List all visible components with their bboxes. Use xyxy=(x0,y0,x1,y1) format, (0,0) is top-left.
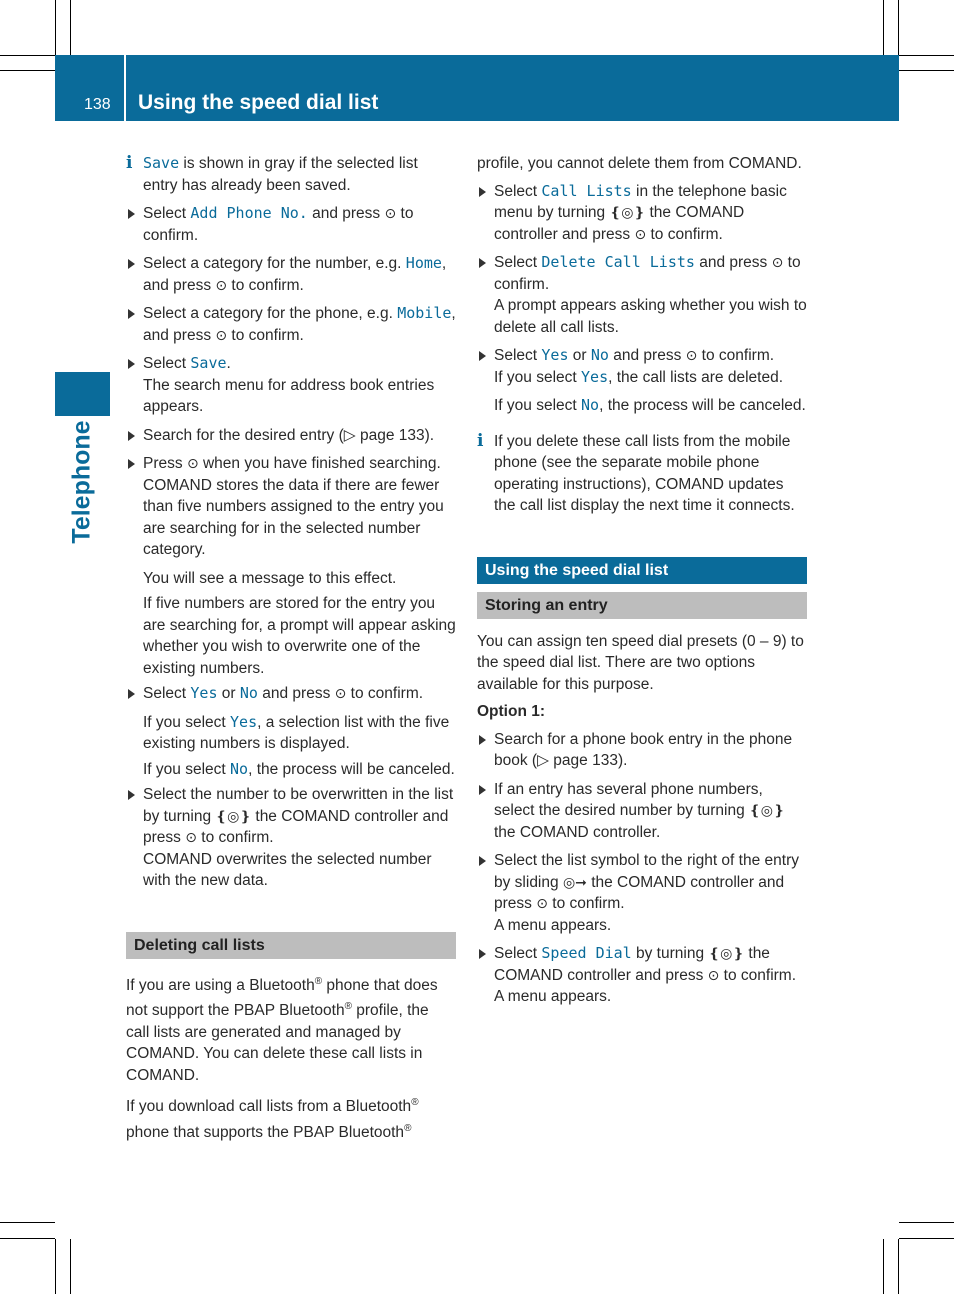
info-icon: i xyxy=(126,153,133,173)
slide-controller-icon: ◎➞ xyxy=(562,873,587,890)
step-text: or xyxy=(568,347,591,364)
step-text: Select xyxy=(143,685,191,702)
step-list-symbol xyxy=(477,850,807,936)
section-heading-storing: Storing an entry xyxy=(477,592,807,619)
step-text: to confirm. xyxy=(227,326,304,344)
crop-mark xyxy=(899,1238,954,1239)
crop-mark xyxy=(898,1239,899,1294)
menu-term: Home xyxy=(405,254,442,272)
step-text: Select xyxy=(143,205,191,222)
note-text: If you select xyxy=(143,760,231,778)
step-overwrite-number xyxy=(126,784,456,892)
note-text: If you select xyxy=(494,397,582,414)
turn-controller-icon: ❴◎❵ xyxy=(609,204,646,220)
info-text: If you delete these call lists from the mobile phone (see the separate mobile phone operating instructions), COMAND updates the call list display the next time it connects. xyxy=(494,432,795,514)
step-text: to confirm. xyxy=(547,895,625,912)
step-search-entry xyxy=(126,425,456,447)
step-text: Select the number to be overwritten in the list by turning xyxy=(143,786,454,825)
crop-mark xyxy=(55,0,56,55)
press-controller-icon: ⊙ xyxy=(536,895,548,911)
step-search-phonebook xyxy=(477,729,807,772)
info-icon: i xyxy=(477,430,484,451)
step-text: Select a category for the phone, e.g. xyxy=(143,305,398,322)
crop-mark xyxy=(0,1238,55,1239)
paragraph-assign: You can assign ten speed dial presets (0 – 9) to the speed dial list. There are two options available for this purpose. xyxy=(477,632,804,693)
step-result: COMAND overwrites the selected number with the new data. xyxy=(143,850,432,889)
step-text: to confirm. xyxy=(719,966,797,984)
step-text: and press xyxy=(257,685,335,702)
step-text: to confirm. xyxy=(227,276,304,294)
crop-mark xyxy=(883,0,884,55)
section-heading-deleting: Deleting call lists xyxy=(126,932,456,959)
crop-mark xyxy=(0,55,55,56)
step-result: COMAND stores the data if there are fewer than five numbers assigned to the entry you are searching for in the selected number category. xyxy=(143,476,444,558)
press-controller-icon: ⊙ xyxy=(215,326,228,343)
step-text: . xyxy=(226,355,231,372)
crop-mark xyxy=(898,0,899,55)
info-note-save xyxy=(126,153,456,196)
section-heading-speed-dial: Using the speed dial list xyxy=(477,557,807,584)
press-controller-icon: ⊙ xyxy=(185,829,197,845)
step-text: Select the list symbol to the right of the entry by sliding xyxy=(494,852,799,891)
step-text: and press xyxy=(694,254,772,271)
press-controller-icon: ⊙ xyxy=(707,966,720,983)
crop-mark xyxy=(883,1239,884,1294)
step-text: , and press xyxy=(143,255,447,294)
step-text: Search for a phone book entry in the phone book (▷ page 133). xyxy=(494,730,793,769)
left-column xyxy=(126,153,456,1150)
press-controller-icon: ⊙ xyxy=(685,347,698,363)
note-select-yes xyxy=(126,712,456,755)
note-text: , a selection list with the five existing numbers is displayed. xyxy=(143,713,450,752)
menu-term: No xyxy=(230,759,249,778)
note-five-numbers: If five numbers are stored for the entry you are searching for, a prompt will appear asking whether you wish to overwrite one of the existing numbers. xyxy=(143,595,456,677)
menu-term: Yes xyxy=(541,346,569,364)
step-text: or xyxy=(217,685,240,702)
step-select-save xyxy=(126,353,456,418)
menu-term: Yes xyxy=(190,684,218,702)
step-text: to confirm. xyxy=(697,347,775,364)
registered-mark: ® xyxy=(404,1122,412,1134)
paragraph-bluetooth xyxy=(126,971,456,1087)
press-controller-icon: ⊙ xyxy=(186,455,199,471)
turn-controller-icon: ❴◎❵ xyxy=(708,945,745,961)
header-divider xyxy=(124,55,126,121)
step-text: Select xyxy=(143,355,191,372)
menu-term: No xyxy=(239,684,258,702)
step-category-number xyxy=(126,253,456,296)
step-result: A prompt appears asking whether you wish to delete all call lists. xyxy=(494,297,807,336)
press-controller-icon: ⊙ xyxy=(771,254,784,270)
step-text: Select xyxy=(494,945,542,962)
option-label: Option 1: xyxy=(477,703,546,720)
step-select-number xyxy=(477,779,807,844)
page-number: 138 xyxy=(84,96,111,113)
step-text: the COMAND controller and press xyxy=(494,873,785,912)
step-text: the COMAND controller and press xyxy=(143,807,449,846)
step-add-phone xyxy=(126,203,456,246)
step-text: , and press xyxy=(143,305,456,344)
para-text: If you are using a Bluetooth xyxy=(126,976,315,994)
registered-mark: ® xyxy=(411,1097,419,1109)
note-select-no xyxy=(126,759,456,781)
step-text: to confirm. xyxy=(196,829,274,846)
step-text: Select xyxy=(494,182,542,200)
step-text: Select a category for the number, e.g. xyxy=(143,255,406,272)
step-text: by turning xyxy=(631,945,709,962)
step-text: in the telephone basic menu by turning xyxy=(494,182,787,221)
step-yes-no-right xyxy=(477,345,807,388)
step-text: Search for the desired entry (▷ page 133). xyxy=(143,426,435,444)
step-text: Select xyxy=(494,347,542,364)
step-delete-call-lists xyxy=(477,252,807,338)
step-text: to confirm. xyxy=(143,205,414,244)
right-column xyxy=(477,153,807,1015)
side-tab-label: Telephone xyxy=(67,420,96,544)
menu-term: Yes xyxy=(581,367,609,386)
step-press-finished xyxy=(126,453,456,561)
page-title: Using the speed dial list xyxy=(138,91,379,114)
info-text: is shown in gray if the selected list entry has already been saved. xyxy=(143,155,418,194)
menu-term: Save xyxy=(143,154,180,172)
registered-mark: ® xyxy=(314,975,323,987)
step-call-lists xyxy=(477,181,807,246)
note-text: , the process will be canceled. xyxy=(248,760,455,778)
crop-mark xyxy=(899,55,954,56)
paragraph-download xyxy=(126,1092,456,1143)
press-controller-icon: ⊙ xyxy=(384,205,397,221)
menu-term: No xyxy=(581,396,600,414)
para-text: phone that supports the PBAP Bluetooth xyxy=(126,1124,405,1142)
step-text: to confirm. xyxy=(494,254,801,293)
step-text: the COMAND controller and press xyxy=(494,204,745,243)
step-result: A menu appears. xyxy=(494,916,612,934)
step-speed-dial xyxy=(477,943,807,1008)
step-text: If an entry has several phone numbers, select the desired number by turning xyxy=(494,780,763,819)
step-result: A menu appears. xyxy=(494,988,612,1005)
turn-controller-icon: ❴◎❵ xyxy=(749,802,785,818)
step-result: The search menu for address book entries appears. xyxy=(143,376,435,415)
registered-mark: ® xyxy=(344,1001,352,1013)
menu-term: Yes xyxy=(230,712,258,731)
menu-term: Call Lists xyxy=(541,181,632,200)
step-category-phone xyxy=(126,303,456,346)
side-tab-marker xyxy=(55,372,110,416)
menu-term: No xyxy=(590,346,609,364)
turn-controller-icon: ❴◎❵ xyxy=(215,807,252,824)
step-text: , the call lists are deleted. xyxy=(608,368,784,386)
menu-term: Speed Dial xyxy=(541,944,632,962)
step-text: the COMAND controller. xyxy=(494,823,661,841)
step-text: and press xyxy=(307,205,385,222)
crop-mark xyxy=(70,0,71,55)
menu-term: Delete Call Lists xyxy=(541,253,695,271)
para-text: profile, the call lists are generated and managed by COMAND. You can delete these call lists in COMAND. xyxy=(126,1002,429,1084)
para-text: If you download call lists from a Bluetooth xyxy=(126,1098,412,1116)
paragraph-continued: profile, you cannot delete them from COMAND. xyxy=(477,155,802,172)
crop-mark xyxy=(0,1222,55,1223)
step-yes-no xyxy=(126,683,456,705)
step-text: and press xyxy=(608,347,686,364)
press-controller-icon: ⊙ xyxy=(334,685,347,701)
step-text: to confirm. xyxy=(346,685,424,702)
note-text: If you select xyxy=(143,713,231,731)
menu-term: Mobile xyxy=(397,304,452,322)
menu-term: Add Phone No. xyxy=(190,204,308,222)
crop-mark xyxy=(70,1239,71,1294)
info-note-delete xyxy=(477,431,807,517)
para-text: phone that does not support the PBAP Bluetooth xyxy=(126,976,438,1020)
note-text: , the process will be canceled. xyxy=(599,397,806,414)
menu-term: Save xyxy=(190,354,227,372)
crop-mark xyxy=(899,70,954,71)
step-text: to confirm. xyxy=(646,225,723,243)
crop-mark xyxy=(0,70,55,71)
step-text: Select xyxy=(494,254,542,271)
press-controller-icon: ⊙ xyxy=(215,276,228,293)
press-controller-icon: ⊙ xyxy=(634,225,647,242)
crop-mark xyxy=(899,1222,954,1223)
step-text: If you select xyxy=(494,368,582,386)
step-text: Press xyxy=(143,455,187,472)
note-select-no-right xyxy=(477,395,807,417)
step-text: when you have finished searching. xyxy=(198,455,441,472)
step-text: the COMAND controller and press xyxy=(494,945,770,984)
note-message: You will see a message to this effect. xyxy=(143,569,397,587)
crop-mark xyxy=(55,1239,56,1294)
